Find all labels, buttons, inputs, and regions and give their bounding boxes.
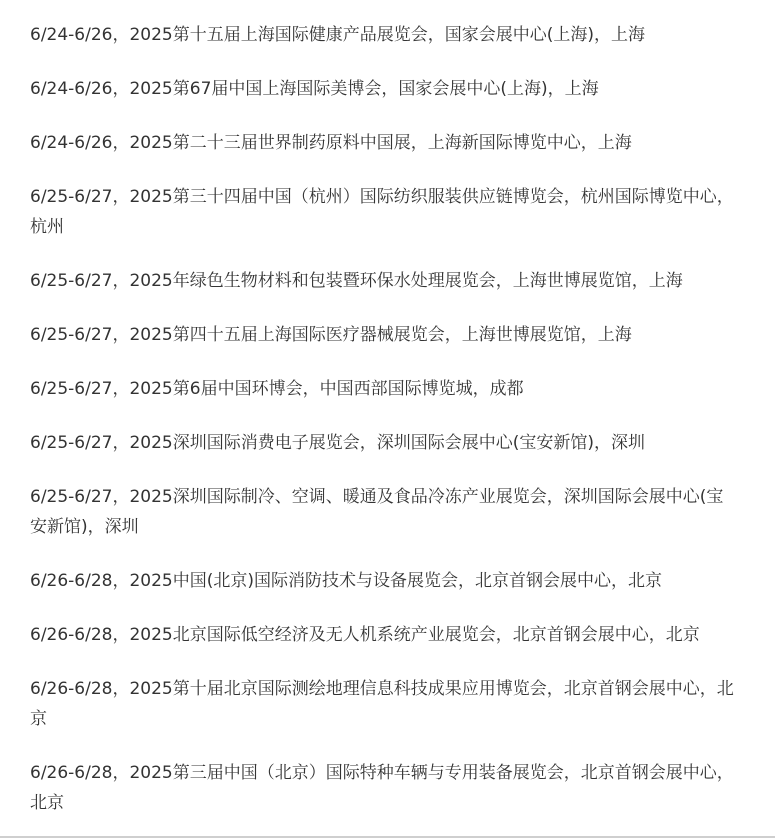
list-item: 6/26-6/28，2025中国(北京)国际消防技术与设备展览会，北京首钢会展中心，北京 [30, 571, 663, 591]
list-item: 6/25-6/27，2025第三十四届中国（杭州）国际纺织服装供应链博览会，杭州国际博览中心，杭州 [30, 187, 734, 237]
list-item: 6/24-6/26，2025第十五届上海国际健康产品展览会，国家会展中心(上海)，上海 [30, 25, 646, 45]
list-item: 6/25-6/27，2025年绿色生物材料和包装暨环保水处理展览会，上海世博展览馆，上海 [30, 271, 683, 291]
list-item: 6/26-6/28，2025第十届北京国际测绘地理信息科技成果应用博览会，北京首钢会展中心，北京 [30, 679, 734, 729]
exhibition-list [30, 20, 735, 838]
list-item: 6/25-6/27，2025第6届中国环博会，中国西部国际博览城，成都 [30, 379, 524, 399]
list-item: 6/25-6/27，2025深圳国际消费电子展览会，深圳国际会展中心(宝安新馆)，深圳 [30, 433, 646, 453]
list-item: 6/26-6/28，2025北京国际低空经济及无人机系统产业展览会，北京首钢会展中心，北京 [30, 625, 700, 645]
list-item: 6/24-6/26，2025第67届中国上海国际美博会，国家会展中心(上海)，上海 [30, 79, 599, 99]
list-item: 6/25-6/27，2025第四十五届上海国际医疗器械展览会，上海世博展览馆，上海 [30, 325, 632, 345]
list-item: 6/24-6/26，2025第二十三届世界制药原料中国展，上海新国际博览中心，上海 [30, 133, 632, 153]
list-item: 6/26-6/28，2025第三届中国（北京）国际特种车辆与专用装备展览会，北京首钢会展中心，北京 [30, 763, 734, 813]
list-item: 6/25-6/27，2025深圳国际制冷、空调、暖通及食品冷冻产业展览会，深圳国际会展中心(宝安新馆)，深圳 [30, 487, 724, 537]
